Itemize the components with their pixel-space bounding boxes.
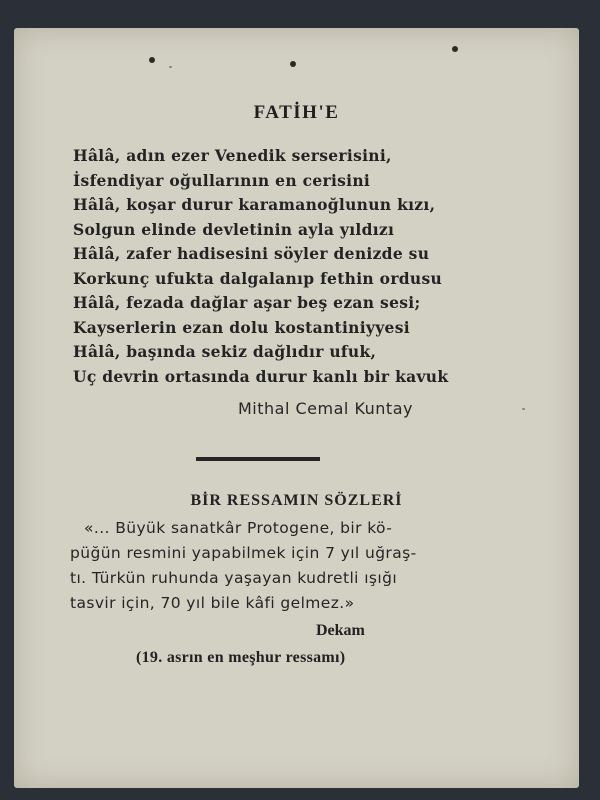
poem-title: FATİH'E (253, 102, 340, 123)
poem-line: Hâlâ, fezada dağlar aşar beş ezan sesi; (73, 293, 421, 312)
document-page (14, 28, 579, 788)
poem-line: Hâlâ, başında sekiz dağlıdır ufuk, (73, 342, 377, 361)
punch-hole (452, 46, 458, 52)
poem-line: Kayserlerin ezan dolu kostantiniyyesi (73, 317, 410, 337)
quote-body (70, 516, 540, 616)
punch-hole (149, 57, 155, 63)
punch-hole (290, 61, 296, 67)
paper-speck (522, 408, 525, 410)
poem-line: Korkunç ufukta dalgalanıp fethin ordusu (73, 268, 443, 288)
quote-line: «... Büyük sanatkâr Protogene, bir kö- (84, 519, 393, 537)
poem-line: Hâlâ, adın ezer Venedik serserisini, (73, 146, 392, 165)
poem-line: Solgun elinde devletinin ayla yıldızı (73, 219, 395, 239)
quote-line: tı. Türkün ruhunda yaşayan kudretli ışığı (70, 569, 398, 587)
poem-body (73, 144, 553, 389)
poem-line: İsfendiyar oğullarının en cerisini (73, 170, 371, 190)
poem-line: Hâlâ, koşar durur karamanoğlunun kızı, (73, 195, 436, 214)
quote-line: püğün resmini yapabilmek için 7 yıl uğraş- (70, 544, 417, 562)
section-divider (196, 457, 320, 461)
quote-author-note: (19. asrın en meşhur ressamı) (136, 649, 346, 666)
quote-line: tasvir için, 70 yıl bile kâfi gelmez.» (70, 594, 355, 612)
poem-line: Hâlâ, zafer hadisesini söyler denizde su (73, 244, 430, 263)
poem-author: Mithal Cemal Kuntay (238, 399, 413, 418)
poem-line: Uç devrin ortasında durur kanlı bir kavuk (73, 366, 449, 386)
quote-author: Dekam (316, 622, 365, 639)
quote-section-title: BİR RESSAMIN SÖZLERİ (190, 492, 403, 509)
paper-speck (169, 66, 172, 68)
